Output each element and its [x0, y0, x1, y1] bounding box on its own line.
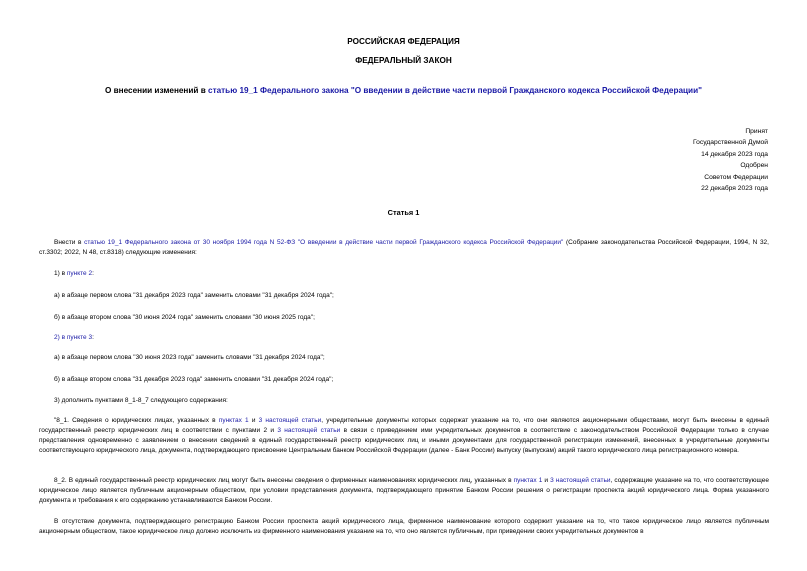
intro-suffix: (Собрание законодательства Российской Федерации, 1994, N 32, ст.3302; 2022, N 48, ст.8318) следующие изменения:	[39, 239, 769, 256]
item-1-prefix: 1) в	[54, 270, 67, 277]
p81-link-3[interactable]: 3 настоящей статьи	[277, 427, 341, 434]
article-title: Статья 1	[387, 208, 420, 217]
p81-text: , учредительные документы которых содержат указание на то, что они являются акционерными обществами, могут быть внесены в единый государственный реестр юридических лиц в соответствии с пунктами 2 и	[39, 417, 769, 434]
item-2b: б) в абзаце втором слова "31 декабря 2023 года" заменить словами "31 декабря 2024 года";	[54, 376, 334, 383]
p81-text: и	[248, 417, 259, 424]
item-2-suffix: :	[92, 334, 94, 341]
approval-line: Советом Федерации	[704, 173, 768, 181]
p82-link-1[interactable]: пунктах 1	[513, 477, 543, 484]
item-1	[54, 269, 94, 279]
p82-link-2[interactable]: 3 настоящей статьи	[550, 477, 611, 484]
paragraph-8-1	[39, 416, 769, 456]
law-title-prefix: О внесении изменений в	[104, 86, 209, 95]
paragraph-8-2	[39, 476, 769, 506]
item-2-link[interactable]: 2) в пункте 3	[54, 334, 93, 341]
item-2	[54, 333, 94, 343]
item-1-link[interactable]: пункте 2	[66, 270, 93, 277]
law-title-link[interactable]: статью 19_1 Федерального закона "О введении в действие части первой Гражданского кодекса Российской Федерации"	[208, 86, 703, 95]
adoption-date: 14 декабря 2023 года	[701, 150, 768, 158]
item-1b: б) в абзаце втором слова "30 июня 2024 года" заменить словами "30 июня 2025 года";	[54, 314, 315, 321]
p81-text: "8_1. Сведения о юридических лицах, указанных в	[54, 417, 219, 424]
law-type-heading: ФЕДЕРАЛЬНЫЙ ЗАКОН	[355, 56, 452, 65]
intro-law-link[interactable]: статью 19_1 Федерального закона от 30 ноября 1994 года N 52-ФЗ "О введении в действие части первой Гражданского кодекса Российской Федерации"	[84, 239, 564, 246]
p81-link-1[interactable]: пунктах 1	[218, 417, 249, 424]
adoption-line: Принят	[745, 128, 768, 135]
p81-link-2[interactable]: 3 настоящей статьи	[258, 417, 322, 424]
p82-text: , содержащие указание на то, что соответствующее юридическое лицо является публичным акционерным обществом, при условии представления документа, подтверждающего принятие Банком России решения о регистрации проспекта акций юридического лица. Форма указанного документа и требования к его содержанию устанавливаются Банком России.	[39, 477, 769, 504]
item-1-suffix: :	[92, 270, 94, 277]
intro-prefix: Внести в	[54, 239, 85, 246]
p82-text: 8_2. В единый государственный реестр юридических лиц могут быть внесены сведения о фирменных наименованиях юридических лиц, указанных в	[54, 477, 514, 484]
item-2a: а) в абзаце первом слова "30 июня 2023 года" заменить словами "31 декабря 2024 года";	[54, 354, 325, 361]
approval-date: 22 декабря 2023 года	[701, 185, 768, 193]
article-intro	[39, 238, 769, 258]
adoption-line: Государственной Думой	[693, 139, 768, 147]
item-3: 3) дополнить пунктами 8_1-8_7 следующего содержания:	[54, 397, 228, 404]
law-title	[0, 86, 807, 96]
item-1a: а) в абзаце первом слова "31 декабря 2023 года" заменить словами "31 декабря 2024 года";	[54, 292, 334, 299]
approval-line: Одобрен	[740, 162, 768, 170]
adoption-block	[693, 126, 768, 194]
p82-text: и	[542, 477, 551, 484]
paragraph-8-2-cont: В отсутствие документа, подтверждающего регистрацию Банком России проспекта акций юридического лица, фирменное наименование которого содержит указание на то, что такое юридическое лицо является публичным акционерным обществом, такое юридическое лицо должно исключить из фирменного наименования указание на то, что оно является публичным, при приведении своих учредительных документов в	[39, 518, 769, 535]
country-heading: РОССИЙСКАЯ ФЕДЕРАЦИЯ	[347, 37, 460, 46]
p81-text: в связи с приведением ими учредительных документов в соответствие с законодательством Российской Федерации только в случае представления одновременно с заявлением о внесении сведений в единый государственный реестр юридических лиц и иными документами для государственной регистрации изменений, внесенных в учредительные документы соответствующего юридического лица, документа, подтверждающего присвоение Центральным банком Российской Федерации (далее - Банк России) выпуску (выпускам) акций такого юридического лица регистрационного номера.	[39, 427, 770, 454]
